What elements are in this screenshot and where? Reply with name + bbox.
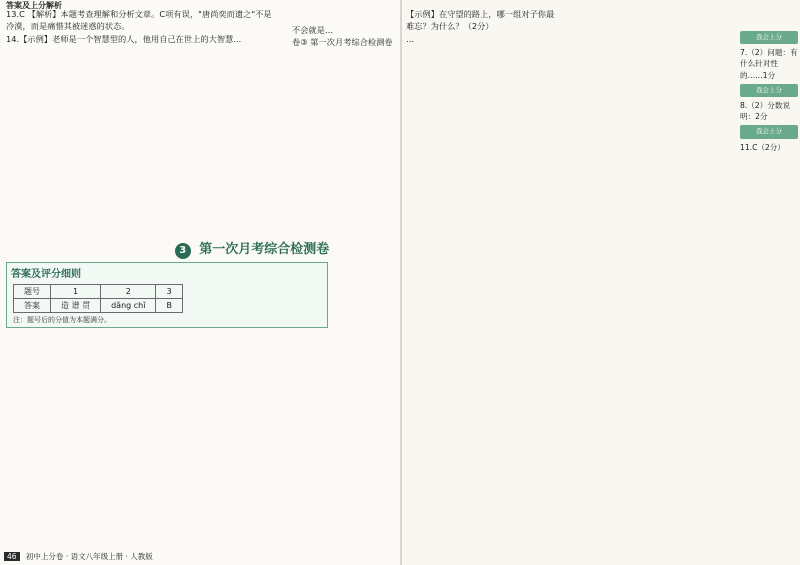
side-note: 11.C（2分） — [740, 142, 785, 152]
side-tab: 我会上分 — [740, 125, 798, 138]
page-footer — [4, 551, 153, 562]
side-note: 7.（2）问题：有什么针对性的……1分 — [740, 48, 798, 80]
section-title-text: 第一次月考综合检测卷 — [199, 242, 330, 257]
answer-table-header-row — [14, 285, 183, 299]
answer-table-cell: 3 — [156, 285, 183, 299]
header-tag: 答案及上分解析 — [6, 1, 62, 10]
side-tab: 我会上分 — [740, 84, 798, 97]
answer-table-cell: 2 — [101, 285, 156, 299]
answer-table-cell: 1 — [51, 285, 101, 299]
side-note: 8.（2）分数说明：2分 — [740, 101, 791, 122]
right-column-1: 【示例】在守望的路上，哪一组对子你最难忘？为什么？（2分） … — [406, 9, 555, 44]
answer-table-cell: 答案 — [14, 299, 51, 313]
answer-table-cell: B — [156, 299, 183, 313]
sidebar-notes — [740, 28, 798, 153]
footer-text: 初中上分卷 · 语文八年级上册 · 人教版 — [25, 552, 153, 561]
answer-table-cell: 造 谱 贯 — [51, 299, 101, 313]
answer-table — [13, 284, 183, 313]
answer-table-row — [14, 299, 183, 313]
answer-table-cell: dǎng chǐ — [101, 299, 156, 313]
answer-box — [6, 262, 328, 328]
answer-table-cell: 题号 — [14, 285, 51, 299]
page-number: 46 — [4, 552, 20, 561]
right-page — [402, 0, 800, 565]
answer-note: 注：题号后的分值为本题满分。 — [13, 316, 111, 324]
left-column-1: 13.C 【解析】本题考查理解和分析文章。C项有误，"唐尚奕而遗之"不是冷漠，而是痛惜其被迷惑的状态。 14.【示例】老师是一个智慧型的人，他用自己在世上的大智慧... — [6, 9, 272, 44]
answer-box-title: 答案及评分细则 — [11, 269, 81, 280]
section-title — [130, 238, 370, 259]
left-column-2: 不会就是… 卷③ 第一次月考综合检测卷 — [292, 25, 393, 48]
section-badge: 3 — [175, 243, 191, 259]
side-tab: 我会上分 — [740, 31, 798, 44]
